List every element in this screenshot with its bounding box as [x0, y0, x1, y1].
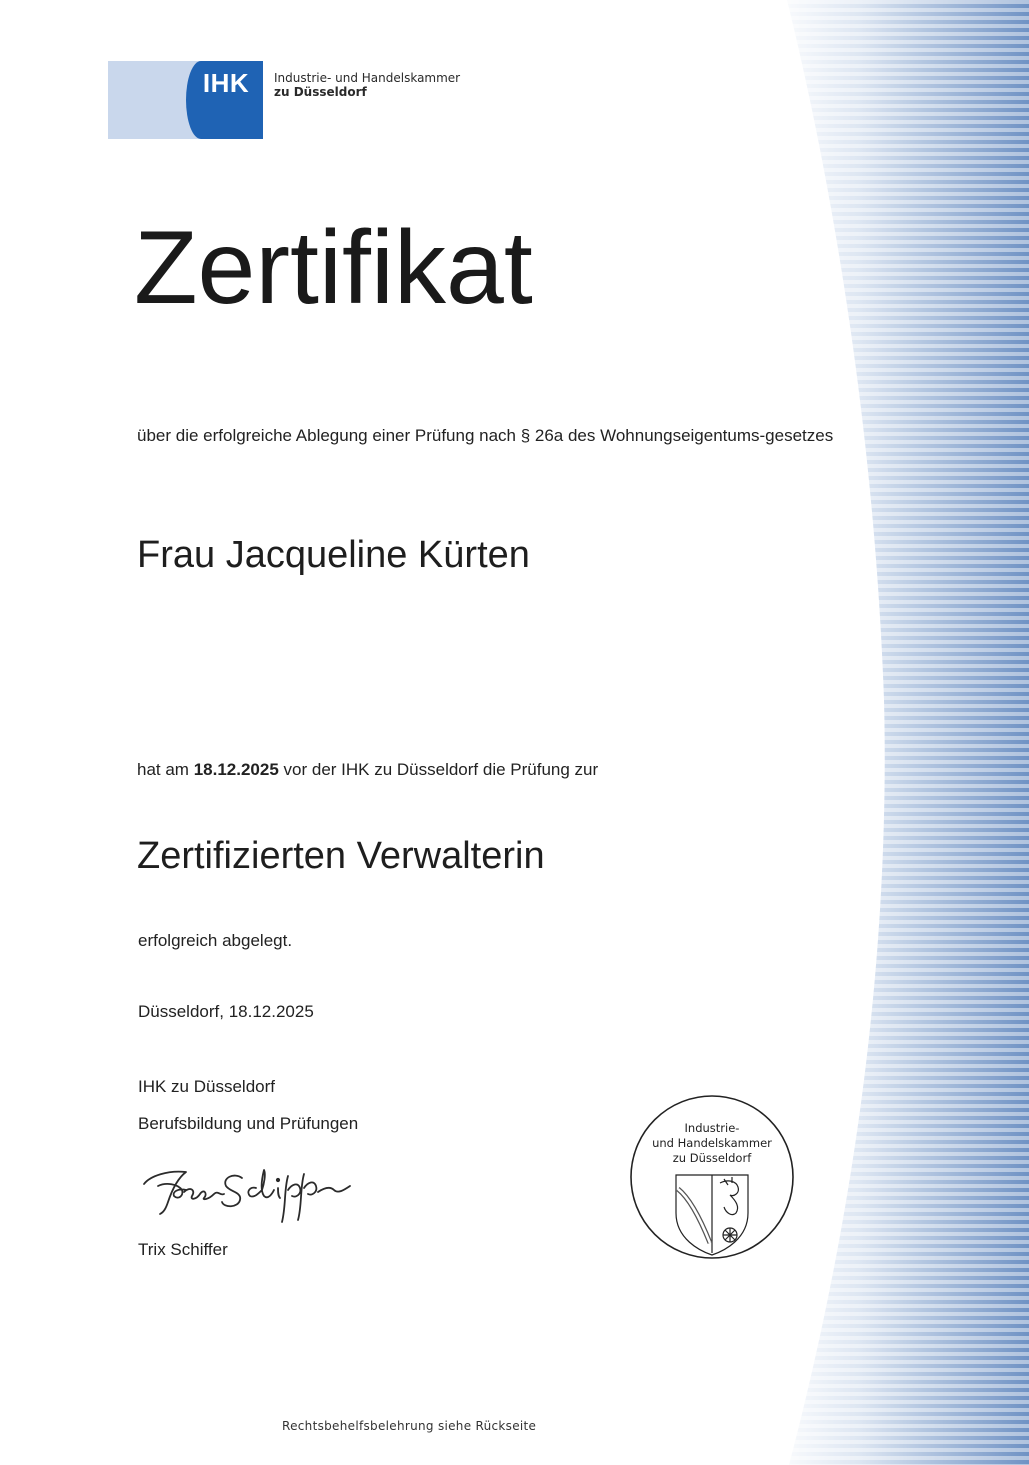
qualification-title: Zertifizierten Verwalterin: [137, 835, 545, 877]
decorative-blue-band: [769, 0, 1029, 1465]
seal-text-line3: zu Düsseldorf: [672, 1151, 752, 1165]
recipient-name: Frau Jacqueline Kürten: [137, 534, 530, 576]
place-and-date: Düsseldorf, 18.12.2025: [138, 1002, 314, 1021]
exam-date: 18.12.2025: [193, 760, 279, 779]
legal-notice-footer: Rechtsbehelfsbelehrung siehe Rückseite: [282, 1419, 537, 1433]
exam-sentence-prefix: hat am: [137, 760, 194, 779]
issuer-name: IHK zu Düsseldorf: [138, 1077, 275, 1096]
seal-text: [628, 1121, 796, 1166]
handwritten-signature: [138, 1156, 358, 1228]
exam-sentence: [137, 758, 598, 782]
passed-text: erfolgreich abgelegt.: [138, 931, 293, 950]
logo-text: IHK: [202, 68, 250, 98]
organization-name-line1: Industrie- und Handelskammer: [274, 71, 461, 85]
seal-text-line1: Industrie-: [684, 1121, 740, 1135]
organization-name-line2: zu Düsseldorf: [274, 85, 367, 99]
organization-name: [274, 71, 460, 99]
signatory-name: Trix Schiffer: [138, 1240, 228, 1259]
ihk-logo: [108, 61, 263, 139]
exam-sentence-suffix: vor der IHK zu Düsseldorf die Prüfung zur: [278, 760, 599, 779]
seal-text-line2: und Handelskammer: [652, 1136, 772, 1150]
issuer-department: Berufsbildung und Prüfungen: [138, 1114, 359, 1133]
certificate-title: Zertifikat: [134, 210, 533, 326]
intro-text: über die erfolgreiche Ablegung einer Prüfung nach § 26a des Wohnungseigentums-gesetzes: [137, 426, 834, 445]
official-seal: [628, 1093, 796, 1261]
